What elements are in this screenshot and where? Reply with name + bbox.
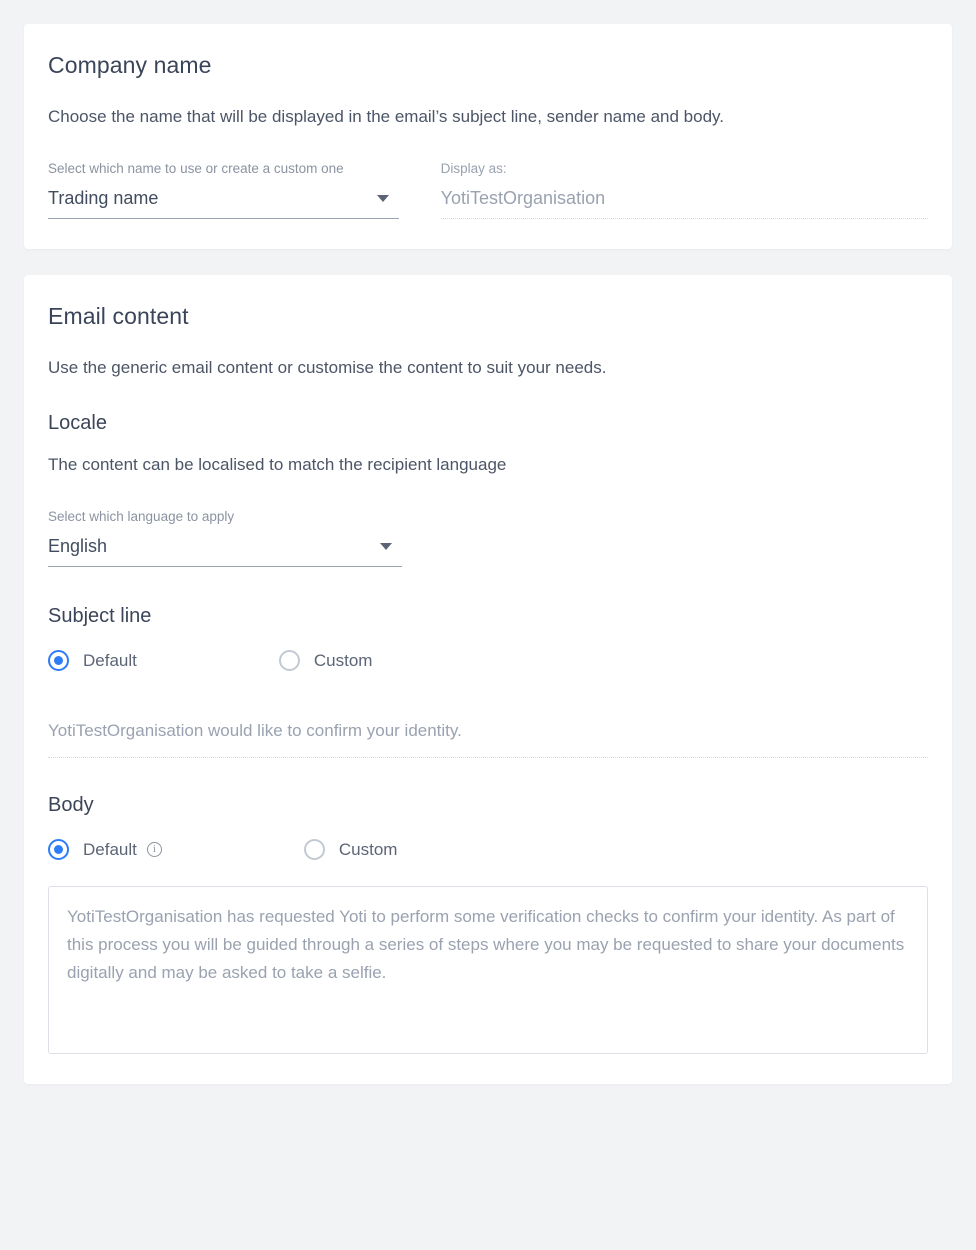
display-as-label: Display as: (440, 161, 507, 176)
locale-title: Locale (48, 412, 107, 434)
language-select[interactable] (48, 536, 402, 567)
email-content-description: Use the generic email content or customise the content to suit your needs. (48, 358, 607, 377)
subject-line-radio-group (48, 650, 928, 671)
name-select-value: Trading name (48, 188, 159, 208)
email-content-title: Email content (48, 303, 189, 329)
language-select-label: Select which language to apply (48, 509, 235, 524)
company-name-title: Company name (48, 52, 212, 78)
body-radio-group (48, 839, 928, 860)
email-content-card (24, 275, 952, 1084)
language-select-field (48, 509, 402, 567)
spacer (48, 567, 928, 605)
company-name-description: Choose the name that will be displayed in the email’s subject line, sender name and body. (48, 107, 724, 126)
display-as-value: YotiTestOrganisation (441, 188, 928, 219)
body-default-option[interactable] (48, 839, 162, 860)
subject-custom-label: Custom (313, 650, 373, 670)
body-custom-option[interactable] (304, 839, 398, 860)
body-default-radio[interactable] (48, 839, 69, 860)
company-name-card (24, 24, 952, 249)
subject-default-option[interactable] (48, 650, 137, 671)
subject-custom-radio[interactable] (279, 650, 300, 671)
name-select-field (48, 161, 399, 219)
subject-default-label: Default (83, 650, 137, 670)
body-textarea[interactable] (48, 886, 928, 1054)
body-custom-radio[interactable] (304, 839, 325, 860)
name-select[interactable] (48, 188, 399, 219)
body-custom-label: Custom (338, 839, 398, 859)
subject-custom-option[interactable] (279, 650, 373, 671)
subject-default-radio[interactable] (48, 650, 69, 671)
display-as-field (441, 161, 928, 219)
language-select-value: English (48, 536, 108, 556)
body-default-label: Default (83, 839, 137, 859)
chevron-down-icon (380, 543, 392, 550)
spacer (48, 764, 928, 794)
name-select-label: Select which name to use or create a custom one (48, 161, 344, 176)
chevron-down-icon (377, 195, 389, 202)
spacer (48, 697, 928, 715)
locale-description: The content can be localised to match the recipient language (48, 455, 507, 474)
subject-line-input[interactable]: YotiTestOrganisation would like to confirm your identity. (48, 715, 928, 758)
company-name-row (48, 161, 928, 219)
subject-line-title: Subject line (48, 605, 152, 627)
info-icon[interactable]: i (147, 842, 162, 857)
body-text: YotiTestOrganisation has requested Yoti to perform some verification checks to confirm your identity. As part of this process you will be guided through a series of steps where you may be requested to share your documents digitally and may be asked to take a selfie. (67, 907, 905, 983)
body-title: Body (48, 794, 94, 816)
